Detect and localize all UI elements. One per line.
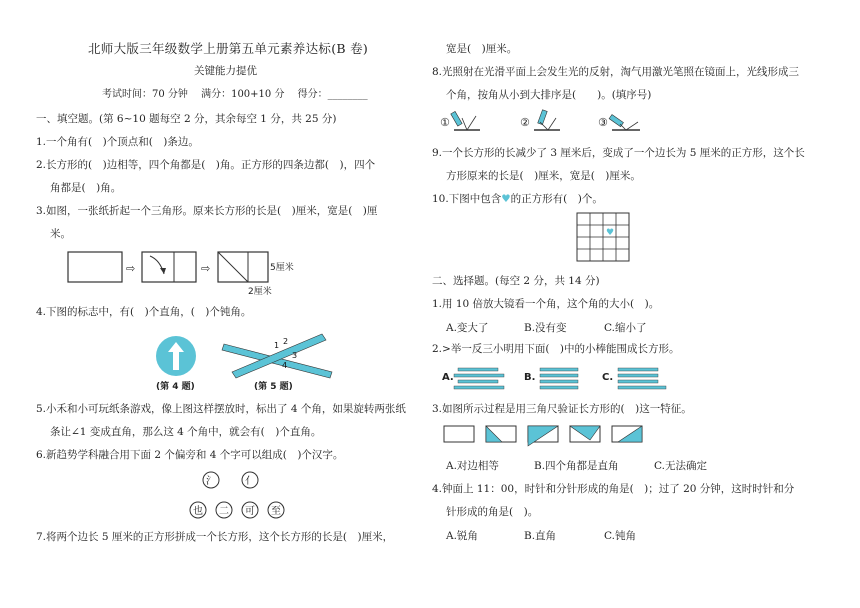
choice-4-line2: 针形成的角是( )。 xyxy=(446,506,539,518)
exam-info: 考试时间：70 分钟 满分：100+10 分 得分：________ xyxy=(102,89,368,100)
question-9-line1: 9.一个长方形的长减少了 3 厘米后，变成了一个边长为 5 厘米的正方形，这个长 xyxy=(432,147,805,159)
choice-2-option-b: B. xyxy=(524,372,536,383)
angle-3: 3 xyxy=(292,351,298,360)
question-10-text-a: 10.下图中包含 xyxy=(432,193,502,205)
angle-4: 4 xyxy=(282,361,288,370)
question-10 xyxy=(432,192,603,206)
choice-2-option-c: C. xyxy=(602,372,614,383)
question-5-line1: 5.小禾和小可玩纸条游戏，像上图这样摆放时，标出了 4 个角，如果旋转两张纸 xyxy=(36,403,406,415)
page-title: 北师大版三年级数学上册第五单元素养达标(B 卷) xyxy=(88,41,369,56)
svg-text:⇨: ⇨ xyxy=(201,262,211,275)
choice-4-option-c[interactable]: C.钝角 xyxy=(604,530,636,542)
svg-text:♥: ♥ xyxy=(606,228,615,238)
question-2-line1: 2.长方形的( )边相等，四个角都是( )角。正方形的四条边都( )，四个 xyxy=(36,159,376,171)
question-3-figure xyxy=(64,246,334,298)
question-1: 1.一个角有( )个顶点和( )条边。 xyxy=(36,136,199,148)
fig5-caption: (第 5 题) xyxy=(254,382,293,392)
question-4: 4.下图的标志中，有( )个直角，( )个钝角。 xyxy=(36,306,252,318)
choice-2-option-a: A. xyxy=(442,372,454,383)
choice-4-option-a[interactable]: A.锐角 xyxy=(446,530,478,542)
subtitle: 关键能力提优 xyxy=(194,65,257,77)
q8-mark-2: ② xyxy=(520,116,530,129)
q3-label-2cm: 2厘米 xyxy=(248,287,272,297)
question-3-line2: 米。 xyxy=(50,228,71,240)
char-4: 至 xyxy=(271,506,281,517)
question-4-5-figures xyxy=(146,330,356,392)
radical-2: 亻 xyxy=(245,476,255,487)
choice-2: 2.>举一反三小明用下面( )中的小棒能围成长方形。 xyxy=(432,343,680,355)
question-8-figure xyxy=(438,108,678,136)
question-5-line2: 条让∠1 变成直角，那么这 4 个角中，就会有( )个直角。 xyxy=(50,426,322,438)
choice-3-option-c[interactable]: C.无法确定 xyxy=(654,460,707,472)
choice-1: 1.用 10 倍放大镜看一个角，这个角的大小( )。 xyxy=(432,298,660,310)
section-2-heading: 二、选择题。(每空 2 分，共 14 分) xyxy=(432,275,600,287)
char-2: 二 xyxy=(219,506,229,517)
question-2-line2: 角都是( )角。 xyxy=(50,182,122,194)
choice-2-figure xyxy=(442,362,682,392)
char-3: 可 xyxy=(245,506,255,517)
choice-1-option-a[interactable]: A.变大了 xyxy=(446,322,489,334)
question-7-line2: 宽是( )厘米。 xyxy=(446,43,518,55)
svg-text:⇨: ⇨ xyxy=(126,262,136,275)
radical-1: 氵 xyxy=(206,476,216,487)
q8-mark-3: ③ xyxy=(598,116,608,129)
angle-2: 2 xyxy=(283,337,289,346)
question-3-line1: 3.如图，一张纸折起一个三角形。原来长方形的长是( )厘米，宽是( )厘 xyxy=(36,205,378,217)
choice-3-option-b[interactable]: B.四个角都是直角 xyxy=(534,460,619,472)
question-6: 6.新趋势学科融合用下面 2 个偏旁和 4 个字可以组成( )个汉字。 xyxy=(36,449,344,461)
choice-1-option-c[interactable]: C.缩小了 xyxy=(604,322,647,334)
heart-icon: ♥ xyxy=(501,193,511,205)
question-6-figure xyxy=(186,468,336,524)
choice-3-option-a[interactable]: A.对边相等 xyxy=(446,460,499,472)
question-8-line2: 个角，按角从小到大排序是( )。(填序号) xyxy=(446,89,652,101)
question-9-line2: 方形原来的长是( )厘米，宽是( )厘米。 xyxy=(446,170,641,182)
choice-4-option-b[interactable]: B.直角 xyxy=(524,530,557,542)
choice-1-option-b[interactable]: B.没有变 xyxy=(524,322,567,334)
fig4-caption: (第 4 题) xyxy=(156,382,195,392)
char-1: 也 xyxy=(193,506,203,517)
q8-mark-1: ① xyxy=(440,116,450,129)
angle-1: 1 xyxy=(274,341,280,350)
q3-label-5cm: 5厘米 xyxy=(270,263,294,273)
choice-4-line1: 4.钟面上 11：00，时针和分针形成的角是( )；过了 20 分钟，这时时针和分 xyxy=(432,483,795,495)
question-7: 7.将两个边长 5 厘米的正方形拼成一个长方形，这个长方形的长是( )厘米， xyxy=(36,531,394,543)
question-10-text-b: 的正方形有( )个。 xyxy=(510,193,603,205)
choice-3: 3.如图所示过程是用三角尺验证长方形的( )这一特征。 xyxy=(432,403,692,415)
question-8-line1: 8.光照射在光滑平面上会发生光的反射，淘气用激光笔照在镜面上，光线形成三 xyxy=(432,66,800,78)
choice-3-figure xyxy=(442,422,662,448)
section-1-heading: 一、填空题。(第 6~10 题每空 2 分，其余每空 1 分，共 25 分) xyxy=(36,113,337,125)
question-10-grid xyxy=(576,212,632,264)
